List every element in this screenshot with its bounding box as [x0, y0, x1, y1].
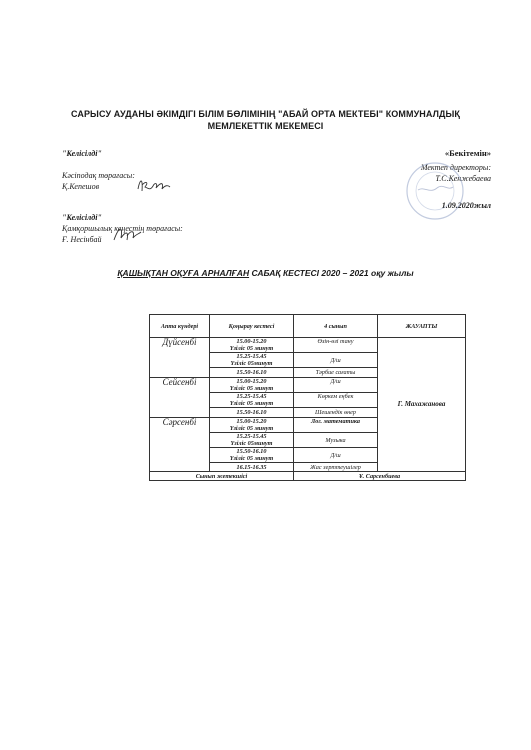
trustees-chair-role: Қамқоршылық кеңестің төрағасы:	[62, 224, 183, 233]
schedule-table	[149, 314, 466, 481]
time-range: 15.50-16.10	[236, 369, 267, 376]
time-range: 15.00-15.20	[236, 338, 267, 345]
header-line-2: МЕМЛЕКЕТТІК МЕКЕМЕСІ	[207, 121, 324, 131]
time-cell	[210, 418, 294, 433]
break-note: Үзіліс 05 минут	[229, 400, 274, 407]
break-note: Үзіліс 05 минут	[229, 455, 274, 462]
header-line-1: САРЫСУ АУДАНЫ ӘКІМДІГІ БІЛІМ БӨЛІМІНІҢ "АБАЙ ОРТА МЕКТЕБІ" КОММУНАЛДЫҚ	[70, 109, 461, 119]
header-bells: Қоңырау кестесі	[210, 315, 294, 338]
time-range: 15.00-15.20	[236, 418, 267, 425]
subject-cell	[294, 353, 378, 368]
union-approval-block	[62, 148, 135, 192]
union-signature	[134, 173, 172, 197]
subject-name: Шешендік өнер	[315, 409, 356, 416]
subject-name: Көркем еңбек	[317, 393, 354, 400]
schedule-title-rest: САБАҚ КЕСТЕСІ 2020 – 2021 оқу жылы	[251, 268, 414, 278]
header-responsible: ЖАУАПТЫ	[378, 315, 466, 338]
subject-cell	[294, 378, 378, 393]
union-chair-role: Кәсіподақ төрағасы:	[62, 171, 135, 180]
break-note: Үзіліс 05 минут	[229, 425, 274, 432]
time-range: 15.50-16.10	[236, 409, 267, 416]
day-cell-wednesday: Сәрсенбі	[150, 418, 210, 472]
time-range: 15.25-15.45	[236, 433, 267, 440]
time-range: 15.00-15.20	[236, 378, 267, 385]
approval-date: 1.09.2020жыл	[441, 201, 491, 210]
time-cell	[210, 448, 294, 463]
director-role: Мектеп директоры:	[420, 163, 491, 172]
class-teacher-label: Сынып жетекшісі	[150, 472, 294, 481]
break-note: Үзіліс 05минут	[230, 360, 273, 367]
time-range: 15.25-15.45	[236, 393, 267, 400]
director-name: Т.С.Кенжебаева	[435, 174, 491, 183]
header-class: 4 сынып	[294, 315, 378, 338]
subject-cell	[294, 463, 378, 472]
subject-cell	[294, 408, 378, 418]
director-approved-label: «Бекітемін»	[444, 148, 491, 158]
union-chair-name: Қ.Кепешов	[62, 182, 100, 191]
document-header	[40, 108, 491, 132]
time-cell	[210, 368, 294, 378]
schedule-title-underlined: ҚАШЫҚТАН ОҚУҒА АРНАЛҒАН	[117, 268, 250, 278]
subject-cell	[294, 338, 378, 353]
subject-name: Жас зерттеушілер	[310, 463, 361, 471]
time-cell	[210, 393, 294, 408]
break-note: Үзіліс 05 минут	[229, 345, 274, 352]
table-footer-row	[150, 472, 466, 481]
header-days: Апта күндері	[150, 315, 210, 338]
subject-name: Д/ш	[330, 378, 341, 385]
time-cell	[210, 408, 294, 418]
break-note: Үзіліс 05 минут	[229, 385, 274, 392]
teacher-cell: Г. Махажанова	[378, 338, 466, 472]
subject-name: Лог. математика	[311, 418, 360, 425]
time-cell	[210, 433, 294, 448]
day-cell-monday: Дүйсенбі	[150, 338, 210, 378]
trustees-signature	[111, 222, 143, 246]
schedule-title	[60, 268, 471, 278]
time-range: 16.15-16.35	[236, 463, 267, 471]
day-cell-tuesday: Сейсенбі	[150, 378, 210, 418]
subject-name: Д/ш	[330, 451, 341, 459]
subject-name: Тәрбие сағаты	[315, 369, 356, 376]
time-cell	[210, 378, 294, 393]
time-cell	[210, 338, 294, 353]
subject-name: Музыка	[325, 436, 346, 444]
subject-name: Д/ш	[330, 356, 341, 364]
time-cell	[210, 353, 294, 368]
subject-name: Өзін-өзі тану	[317, 338, 354, 345]
subject-cell	[294, 448, 378, 463]
table-header-row	[150, 315, 466, 338]
union-agreed-label: "Келісілді"	[62, 149, 102, 158]
subject-cell	[294, 418, 378, 433]
break-note: Үзіліс 05минут	[230, 440, 273, 447]
school-stamp	[404, 160, 466, 222]
trustees-agreed-label: "Келісілді"	[62, 213, 102, 222]
time-range: 15.50-16.10	[236, 448, 267, 455]
subject-cell	[294, 433, 378, 448]
time-range: 15.25-15.45	[236, 353, 267, 360]
subject-cell	[294, 393, 378, 408]
subject-cell	[294, 368, 378, 378]
time-cell	[210, 463, 294, 472]
trustees-chair-name: Ғ. Несінбай	[62, 235, 102, 244]
class-teacher-name: Ұ. Сарсенбиева	[294, 472, 466, 481]
